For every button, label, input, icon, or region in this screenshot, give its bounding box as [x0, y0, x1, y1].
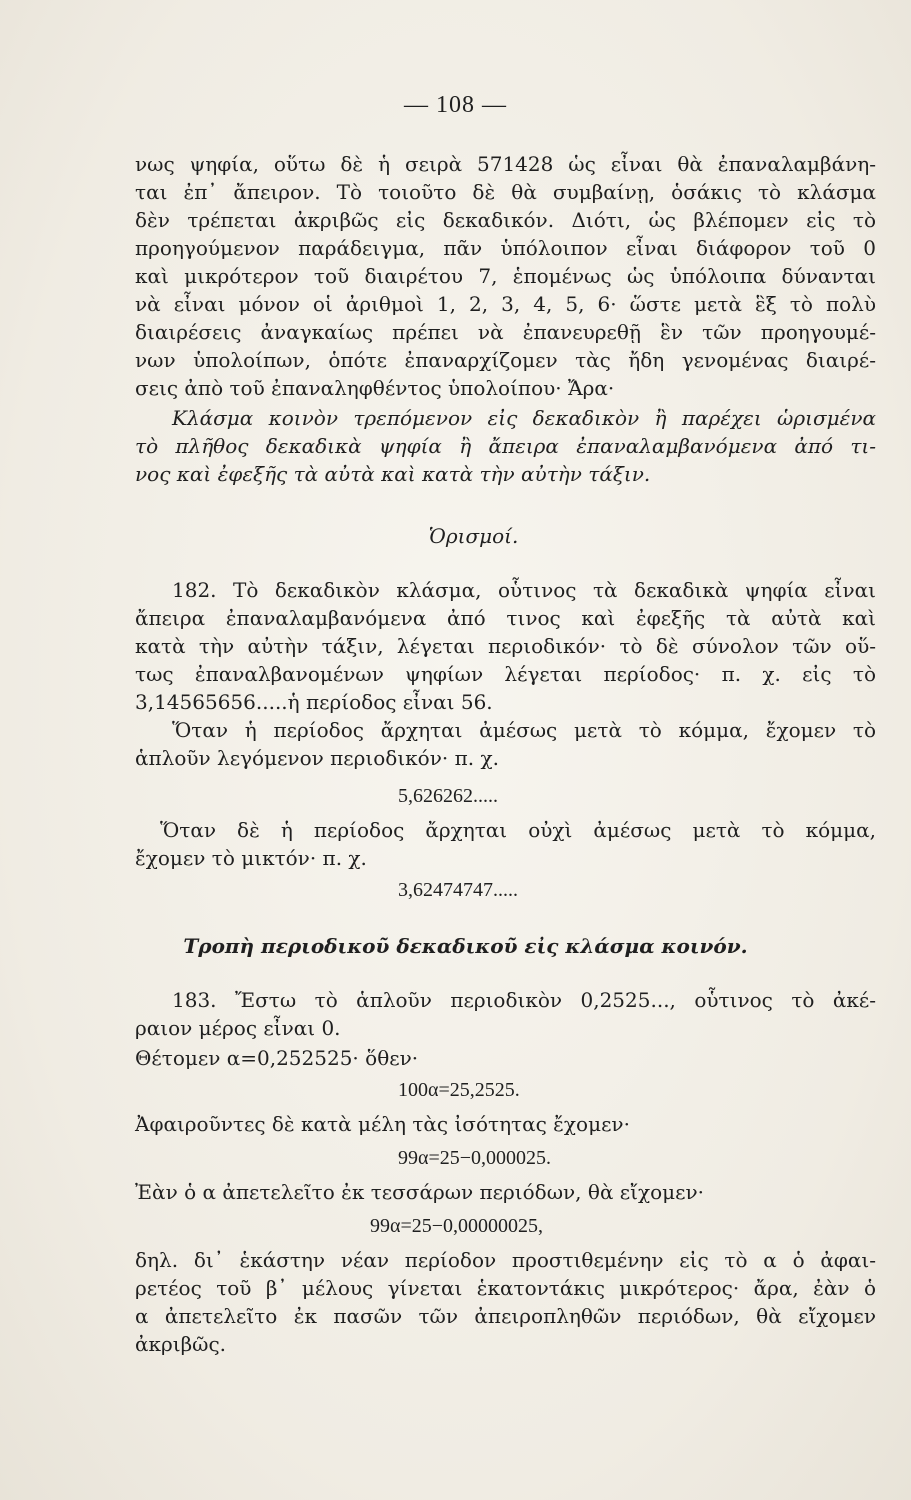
text-line: δὲν τρέπεται ἀκριβῶς εἰς δεκαδικόν. Διότι, ὡς βλέπομεν εἰς τὸ: [135, 208, 876, 232]
text-line: νως ψηφία, οὕτω δὲ ἡ σειρὰ 571428 ὡς εἶναι θὰ ἐπαναλαμβάνη-: [135, 152, 876, 176]
text-line: ἄπειρα ἐπαναλαμβανόμενα ἀπό τινος καὶ ἐφεξῆς τὰ αὐτὰ καὶ: [135, 606, 876, 630]
text-line: 182. Τὸ δεκαδικὸν κλάσμα, οὗτινος τὰ δεκαδικὰ ψηφία εἶναι: [172, 578, 876, 602]
example-pure-periodic: 5,626262.....: [398, 785, 498, 807]
text-line: τως ἐπαναλβανομένων ψηφίων λέγεται περίοδος· π. χ. εἰς τὸ: [135, 662, 876, 686]
text-line: σεις ἀπὸ τοῦ ἐπαναληφθέντος ὑπολοίπου· Ἄρα·: [135, 376, 615, 400]
text-line: δηλ. δι᾽ ἑκάστην νέαν περίοδον προστιθεμένην εἰς τὸ α ὁ ἀφαι-: [135, 1248, 876, 1272]
text-line: α ἀπετελεῖτο ἐκ πασῶν τῶν ἀπειροπληθῶν περιόδων, θὰ εἴχομεν: [135, 1304, 876, 1328]
section-heading-definitions: Ὁρισμοί.: [428, 524, 519, 548]
text-line: ραιον μέρος εἶναι 0.: [135, 1016, 341, 1040]
text-line: ἁπλοῦν λεγόμενον περιοδικόν· π. χ.: [135, 746, 499, 770]
text-line: διαιρέσεις ἀναγκαίως πρέπει νὰ ἐπανευρεθῇ ἓν τῶν προηγουμέ-: [135, 320, 876, 344]
text-line: κατὰ τὴν αὐτὴν τάξιν, λέγεται περιοδικόν· τὸ δὲ σύνολον τῶν οὕ-: [135, 634, 876, 658]
text-line: ἀκριβῶς.: [135, 1332, 227, 1356]
example-mixed-periodic: 3,62474747.....: [398, 879, 518, 901]
text-line: Ἐὰν ὁ α ἀπετελεῖτο ἐκ τεσσάρων περιόδων, θὰ εἴχομεν·: [135, 1180, 705, 1204]
text-line: Θέτομεν α=0,252525· ὅθεν·: [135, 1046, 419, 1070]
rule-text-line: τὸ πλῆθος δεκαδικὰ ψηφία ἢ ἄπειρα ἐπαναλαμβανόμενα ἀπό τι-: [135, 434, 876, 458]
text-line: 3,14565656.....ἡ περίοδος εἶναι 56.: [135, 690, 493, 714]
equation-3: 99α=25−0,00000025,: [370, 1215, 544, 1237]
text-line: Ὅταν ἡ περίοδος ἄρχηται ἀμέσως μετὰ τὸ κόμμα, ἔχομεν τὸ: [172, 718, 876, 742]
section-heading-conversion: Τροπὴ περιοδικοῦ δεκαδικοῦ εἰς κλάσμα κοινόν.: [183, 934, 748, 958]
equation-2: 99α=25−0,000025.: [398, 1147, 552, 1169]
text-line: νων ὑπολοίπων, ὁπότε ἐπαναρχίζομεν τὰς ἤδη γενομένας διαιρέ-: [135, 348, 876, 372]
text-line: ρετέος τοῦ β᾽ μέλους γίνεται ἑκατοντάκις μικρότερος· ἄρα, ἐὰν ὁ: [135, 1276, 876, 1300]
rule-text-line: Κλάσμα κοινὸν τρεπόμενον εἰς δεκαδικὸν ἢ παρέχει ὡρισμένα: [172, 406, 876, 430]
text-line: καὶ μικρότερον τοῦ διαιρέτου 7, ἑπομένως ὡς ὑπόλοιπα δύνανται: [135, 264, 876, 288]
equation-1: 100α=25,2525.: [398, 1079, 520, 1101]
rule-text-line: νος καὶ ἐφεξῆς τὰ αὐτὰ καὶ κατὰ τὴν αὐτὴν τάξιν.: [135, 462, 651, 486]
text-line: Ὅταν δὲ ἡ περίοδος ἄρχηται οὐχὶ ἀμέσως μετὰ τὸ κόμμα,: [160, 818, 876, 842]
page-number: — 108 —: [404, 92, 507, 118]
text-line: προηγούμενον παράδειγμα, πᾶν ὑπόλοιπον εἶναι διάφορον τοῦ 0: [135, 236, 876, 260]
text-line: ται ἐπ᾽ ἄπειρον. Τὸ τοιοῦτο δὲ θὰ συμβαίνῃ, ὁσάκις τὸ κλάσμα: [135, 180, 876, 204]
text-line: ἔχομεν τὸ μικτόν· π. χ.: [135, 846, 367, 870]
text-line: νὰ εἶναι μόνον οἱ ἀριθμοὶ 1, 2, 3, 4, 5, 6· ὥστε μετὰ ἓξ τὸ πολὺ: [135, 292, 876, 316]
text-line: Ἀφαιροῦντες δὲ κατὰ μέλη τὰς ἰσότητας ἔχομεν·: [135, 1112, 630, 1136]
text-line: 183. Ἔστω τὸ ἁπλοῦν περιοδικὸν 0,2525..., οὗτινος τὸ ἀκέ-: [172, 988, 876, 1012]
